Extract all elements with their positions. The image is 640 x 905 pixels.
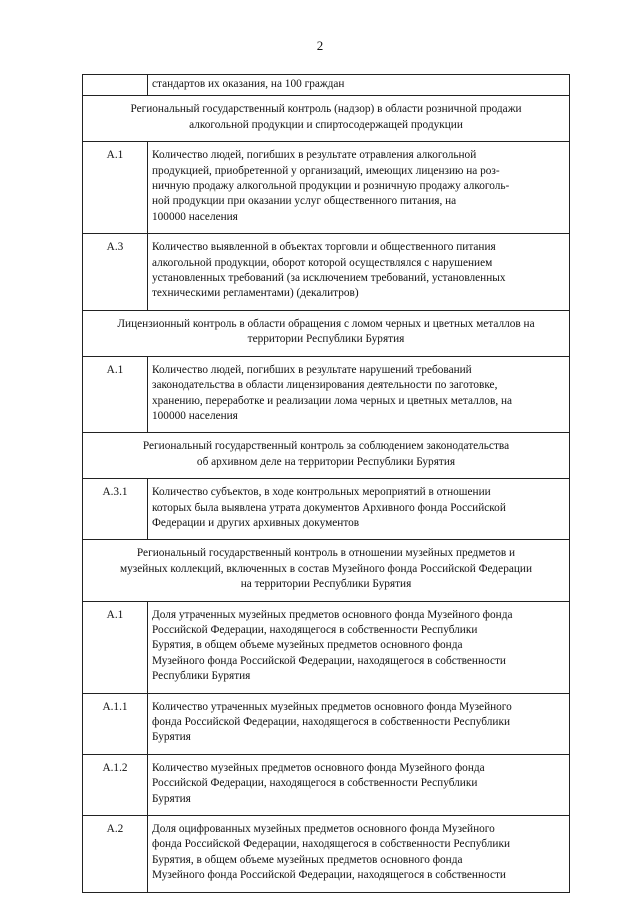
section-title bbox=[83, 96, 570, 142]
section-title-line: на территории Республики Бурятия bbox=[240, 578, 412, 591]
indicator-row bbox=[83, 601, 570, 693]
indicator-description-line: Музейного фонда Российской Федерации, находящегося в собственности bbox=[152, 654, 506, 667]
indicator-row bbox=[83, 816, 570, 893]
indicator-description bbox=[148, 479, 570, 540]
indicator-description-line: Музейного фонда Российской Федерации, находящегося в собственности bbox=[152, 869, 506, 882]
indicator-description-line: Бурятия, в общем объеме музейных предметов основного фонда bbox=[152, 853, 463, 866]
indicator-row bbox=[83, 75, 570, 96]
indicator-row bbox=[83, 356, 570, 433]
indicator-description-line: Количество субъектов, в ходе контрольных мероприятий в отношении bbox=[152, 486, 491, 499]
indicator-description-line: Количество людей, погибших в результате отравления алкогольной bbox=[152, 149, 477, 162]
indicator-code: А.2 bbox=[83, 816, 148, 893]
indicator-description bbox=[148, 754, 570, 815]
indicator-code: А.3 bbox=[83, 234, 148, 311]
section-row bbox=[83, 310, 570, 356]
section-title-line: Лицензионный контроль в области обращения с ломом черных и цветных металлов на bbox=[117, 317, 535, 330]
indicator-description-line: Количество людей, погибших в результате нарушений требований bbox=[152, 363, 472, 376]
indicator-code: А.3.1 bbox=[83, 479, 148, 540]
section-row bbox=[83, 96, 570, 142]
indicator-description bbox=[148, 601, 570, 693]
section-title-line: Региональный государственный контроль в отношении музейных предметов и bbox=[136, 547, 516, 560]
section-title-line: об архивном деле на территории Республики Бурятия bbox=[196, 455, 456, 468]
indicator-description-line: Бурятия, в общем объеме музейных предметов основного фонда bbox=[152, 639, 463, 652]
section-title bbox=[83, 310, 570, 356]
indicator-description-line: алкогольной продукции, оборот которой осуществлялся с нарушением bbox=[152, 256, 493, 269]
indicator-description-line: Бурятия bbox=[152, 731, 191, 744]
indicator-description-line: Российской Федерации, находящегося в собственности Республики bbox=[152, 777, 478, 790]
section-title-line: музейных коллекций, включенных в состав Музейного фонда Российской Федерации bbox=[120, 562, 532, 575]
indicator-description-line: которых была выявлена утрата документов Архивного фонда Российской bbox=[152, 501, 506, 514]
indicator-row bbox=[83, 754, 570, 815]
indicator-description-line: законодательства в области лицензирования деятельности по заготовке, bbox=[152, 379, 498, 392]
indicator-description-line: фонда Российской Федерации, находящегося в собственности Республики bbox=[152, 716, 510, 728]
indicator-description-line: фонда Российской Федерации, находящегося в собственности Республики bbox=[152, 838, 510, 851]
section-title bbox=[83, 540, 570, 601]
indicator-description-line: продукцией, приобретенной у организаций, имеющих лицензию на роз- bbox=[152, 164, 500, 177]
indicator-code bbox=[83, 75, 148, 96]
indicator-description bbox=[148, 693, 570, 754]
indicator-description-line: 100000 населения bbox=[152, 210, 238, 223]
indicator-description bbox=[148, 816, 570, 893]
indicators-table-body bbox=[83, 75, 570, 893]
indicator-code: А.1.1 bbox=[83, 693, 148, 754]
section-title bbox=[83, 433, 570, 479]
indicator-description-line: Количество выявленной в объектах торговли и общественного питания bbox=[152, 241, 496, 254]
indicator-description-line: стандартов их оказания, на 100 граждан bbox=[152, 78, 345, 90]
section-row bbox=[83, 540, 570, 601]
indicator-description bbox=[148, 234, 570, 311]
indicator-description bbox=[148, 356, 570, 433]
page-number: 2 bbox=[316, 38, 324, 53]
indicator-description-line: ной продукции при оказании услуг общественного питания, на bbox=[152, 195, 457, 208]
indicator-description bbox=[148, 75, 570, 96]
indicator-row bbox=[83, 693, 570, 754]
indicator-description bbox=[148, 142, 570, 234]
indicator-description-line: Доля утраченных музейных предметов основного фонда Музейного фонда bbox=[152, 608, 513, 621]
indicator-code: А.1.2 bbox=[83, 754, 148, 815]
indicator-code: А.1 bbox=[83, 601, 148, 693]
section-title-line: алкогольной продукции и спиртосодержащей продукции bbox=[189, 118, 463, 131]
indicator-row bbox=[83, 234, 570, 311]
indicator-description-line: ничную продажу алкогольной продукции и розничную продажу алкоголь- bbox=[152, 180, 510, 193]
indicator-description-line: Бурятия bbox=[152, 792, 191, 805]
indicator-description-line: установленных требований (за исключением требований, установленных bbox=[152, 272, 506, 285]
indicator-description-line: Доля оцифрованных музейных предметов основного фонда Музейного bbox=[152, 823, 495, 836]
indicator-description-line: 100000 населения bbox=[152, 409, 238, 422]
section-title-line: территории Республики Бурятия bbox=[247, 333, 405, 346]
indicators-table bbox=[82, 74, 570, 893]
indicator-description-line: Республики Бурятия bbox=[152, 670, 251, 683]
indicator-row bbox=[83, 142, 570, 234]
indicator-description-line: Российской Федерации, находящегося в собственности Республики bbox=[152, 623, 478, 636]
indicator-description-line: хранению, переработке и реализации лома черных и цветных металлов, на bbox=[152, 394, 513, 407]
section-title-line: Региональный государственный контроль (надзор) в области розничной продажи bbox=[130, 103, 522, 116]
section-row bbox=[83, 433, 570, 479]
indicator-description-line: техническими регламентами) (декалитров) bbox=[152, 287, 359, 300]
indicator-code: А.1 bbox=[83, 356, 148, 433]
indicator-code: А.1 bbox=[83, 142, 148, 234]
section-title-line: Региональный государственный контроль за соблюдением законодательства bbox=[142, 440, 510, 453]
indicator-description-line: Федерации и других архивных документов bbox=[152, 516, 360, 529]
indicator-description-line: Количество музейных предметов основного фонда Музейного фонда bbox=[152, 761, 485, 774]
indicator-description-line: Количество утраченных музейных предметов основного фонда Музейного bbox=[152, 700, 512, 713]
indicator-row bbox=[83, 479, 570, 540]
